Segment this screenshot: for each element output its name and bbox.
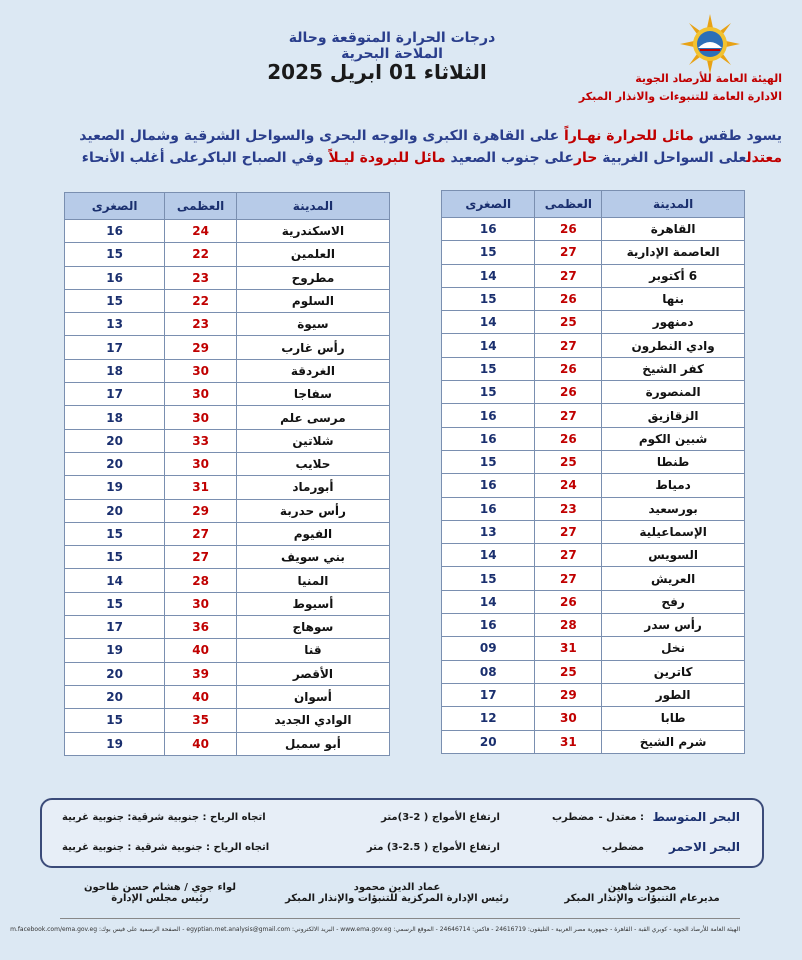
min-temp-cell: 16 [65,266,165,289]
table-row [442,404,745,427]
max-temp-cell: 31 [535,637,602,660]
signature-name: عماد الدين محمود [353,882,441,893]
city-name-cell: الاسكندرية [236,220,389,243]
report-date: الثلاثاء 01 ابريل 2025 [267,60,487,84]
min-temp-cell: 16 [442,404,535,427]
max-temp-cell: 26 [535,218,602,241]
city-name-cell: السلوم [236,289,389,312]
city-name-cell: بني سويف [236,546,389,569]
max-temp-cell: 27 [535,241,602,264]
max-temp-cell: 29 [165,499,237,522]
max-temp-cell: 29 [535,683,602,706]
max-temp-cell: 23 [165,266,237,289]
forecast-text: وفي الصباح الباكرعلى أغلب الأنحاء [81,150,329,166]
max-temp-cell: 40 [165,732,237,755]
max-temp-cell: 29 [165,336,237,359]
city-name-cell: كفر الشيخ [602,357,745,380]
org-name: الهيئة العامة للأرصاد الجوية [635,72,782,85]
column-header-city: المدينة [236,193,389,220]
table-row [442,497,745,520]
city-name-cell: دمنهور [602,311,745,334]
table-row [442,637,745,660]
min-temp-cell: 14 [442,544,535,567]
table-row [442,474,745,497]
table-row [442,357,745,380]
red-sea-label: البحر الاحمر [668,840,740,854]
table-row [65,220,390,243]
table-row [65,406,390,429]
city-name-cell: القاهرة [602,218,745,241]
table-row [442,614,745,637]
city-name-cell: طابا [602,707,745,730]
min-temp-cell: 14 [442,311,535,334]
city-name-cell: الفيوم [236,522,389,545]
forecast-text: على القاهرة الكبرى والوجه البحرى والسواحل الشرقية وشمال الصعيد [79,128,565,144]
max-temp-cell: 30 [535,707,602,730]
min-temp-cell: 15 [65,243,165,266]
min-temp-cell: 14 [442,334,535,357]
city-name-cell: أسيوط [236,592,389,615]
org-department: الادارة العامة للتنبوءات والانذار المبكر [578,90,782,103]
city-name-cell: دمياط [602,474,745,497]
min-temp-cell: 16 [442,474,535,497]
min-temp-cell: 15 [65,709,165,732]
city-name-cell: الزقازيق [602,404,745,427]
ema-logo-icon [678,12,742,76]
max-temp-cell: 27 [535,544,602,567]
signature-1 [542,882,742,904]
max-temp-cell: 30 [165,452,237,475]
table-row [65,476,390,499]
city-name-cell: سفاجا [236,383,389,406]
min-temp-cell: 13 [442,520,535,543]
column-header-city: المدينة [602,191,745,218]
city-name-cell: وادي النطرون [602,334,745,357]
max-temp-cell: 25 [535,311,602,334]
min-temp-cell: 20 [442,730,535,753]
table-row [442,241,745,264]
table-row [442,590,745,613]
table-row [442,427,745,450]
forecast-highlight: حار [573,150,598,166]
mediterranean-wind: اتجاه الرياح : جنوبية شرقية: جنوبية غربية [62,812,266,823]
signature-3 [60,882,260,904]
table-row [65,522,390,545]
max-temp-cell: 26 [535,381,602,404]
table-row [442,381,745,404]
min-temp-cell: 15 [442,287,535,310]
forecast-text: على السواحل الغربية [597,150,747,166]
mediterranean-sea-label: البحر المتوسط [652,810,740,824]
column-header-min: الصغرى [65,193,165,220]
red-sea-waves: ارتفاع الأمواج ( 2.5-3) متر [366,842,500,853]
min-temp-cell: 12 [442,707,535,730]
forecast-line-1 [12,128,782,144]
max-temp-cell: 40 [165,639,237,662]
min-temp-cell: 08 [442,660,535,683]
forecast-highlight: معتدل [746,150,782,166]
table-row [442,567,745,590]
city-name-cell: شرم الشيخ [602,730,745,753]
min-temp-cell: 15 [65,289,165,312]
table-row [442,450,745,473]
signature-title: رئيس الإدارة المركزية للتنبؤات والإنذار المبكر [285,893,509,904]
city-name-cell: سوهاج [236,616,389,639]
min-temp-cell: 17 [65,616,165,639]
city-name-cell: رأس سدر [602,614,745,637]
city-temperature-table-left [64,192,390,756]
table-row [65,383,390,406]
footer-contact: الهيئة العامة للأرصاد الجوية - كوبري القبة - القاهرة - جمهورية مصر العربية - التليفون: 24616719 - فاكس: 24646714 - الموقع الرسمي: www.ema.gov.eg - البريد الالكتروني: egyptian.met.analysis@gmail.com - الصفحة الرسمية على فيس بوك: m.facebook.com/ema.gov.eg [10,926,740,933]
forecast-text: يسود طقس [693,128,782,144]
column-header-max: العظمى [535,191,602,218]
min-temp-cell: 16 [442,218,535,241]
city-name-cell: رأس حدربة [236,499,389,522]
min-temp-cell: 16 [65,220,165,243]
table-row [65,266,390,289]
min-temp-cell: 19 [65,732,165,755]
city-name-cell: بورسعيد [602,497,745,520]
min-temp-cell: 15 [442,567,535,590]
table-row [442,683,745,706]
max-temp-cell: 30 [165,592,237,615]
min-temp-cell: 17 [442,683,535,706]
min-temp-cell: 13 [65,313,165,336]
column-header-min: الصغرى [442,191,535,218]
city-name-cell: الطور [602,683,745,706]
max-temp-cell: 27 [535,520,602,543]
forecast-line-2 [12,150,782,166]
table-row [65,709,390,732]
min-temp-cell: 16 [442,614,535,637]
max-temp-cell: 25 [535,660,602,683]
city-name-cell: رفح [602,590,745,613]
city-name-cell: شلاتين [236,429,389,452]
min-temp-cell: 15 [442,381,535,404]
min-temp-cell: 18 [65,359,165,382]
forecast-highlight: مائل للحرارة نهـاراً [564,128,694,144]
city-name-cell: شبين الكوم [602,427,745,450]
table-row [442,287,745,310]
table-row [442,660,745,683]
min-temp-cell: 19 [65,476,165,499]
table-header-row [442,191,745,218]
table-row [65,592,390,615]
city-name-cell: مطروح [236,266,389,289]
forecast-text: على جنوب الصعيد [445,150,574,166]
min-temp-cell: 14 [442,264,535,287]
min-temp-cell: 16 [442,427,535,450]
min-temp-cell: 17 [65,383,165,406]
max-temp-cell: 27 [535,404,602,427]
city-name-cell: السويس [602,544,745,567]
max-temp-cell: 22 [165,243,237,266]
table-row [442,311,745,334]
max-temp-cell: 26 [535,287,602,310]
city-name-cell: كاترين [602,660,745,683]
min-temp-cell: 09 [442,637,535,660]
sea-status-box [40,798,764,868]
report-title: درجات الحرارة المتوقعة وحالة الملاحة البحرية [288,30,496,62]
signature-title: رئيس مجلس الإدارة [111,893,209,904]
table-row [65,616,390,639]
min-temp-cell: 20 [65,685,165,708]
city-name-cell: المنيا [236,569,389,592]
max-temp-cell: 27 [535,334,602,357]
table-row [65,429,390,452]
max-temp-cell: 27 [165,546,237,569]
city-name-cell: العلمين [236,243,389,266]
city-name-cell: المنصورة [602,381,745,404]
city-name-cell: نخل [602,637,745,660]
max-temp-cell: 26 [535,427,602,450]
max-temp-cell: 26 [535,357,602,380]
min-temp-cell: 17 [65,336,165,359]
city-name-cell: قنا [236,639,389,662]
city-name-cell: العريش [602,567,745,590]
table-row [65,289,390,312]
min-temp-cell: 15 [442,241,535,264]
table-row [65,336,390,359]
max-temp-cell: 30 [165,383,237,406]
table-row [65,662,390,685]
table-row [65,639,390,662]
table-row [442,544,745,567]
table-row [65,499,390,522]
forecast-highlight: مائل للبرودة ليـلاً [328,150,446,166]
max-temp-cell: 22 [165,289,237,312]
min-temp-cell: 15 [65,522,165,545]
table-row [442,218,745,241]
city-name-cell: رأس غارب [236,336,389,359]
min-temp-cell: 14 [442,590,535,613]
max-temp-cell: 23 [165,313,237,336]
city-name-cell: أبو سمبل [236,732,389,755]
city-name-cell: العاصمة الإدارية [602,241,745,264]
min-temp-cell: 18 [65,406,165,429]
min-temp-cell: 16 [442,497,535,520]
city-name-cell: الأقصر [236,662,389,685]
table-row [442,264,745,287]
mediterranean-state: مضطرب [551,812,594,823]
city-name-cell: الإسماعيلية [602,520,745,543]
max-temp-cell: 27 [165,522,237,545]
min-temp-cell: 15 [65,592,165,615]
red-sea-state: مضطرب [601,842,644,853]
min-temp-cell: 15 [442,450,535,473]
table-row [442,707,745,730]
max-temp-cell: 26 [535,590,602,613]
city-name-cell: أسوان [236,685,389,708]
mediterranean-waves: ارتفاع الأمواج ( 2-3)متر [381,812,500,823]
city-name-cell: الغردقة [236,359,389,382]
signature-2 [282,882,512,904]
column-header-max: العظمى [165,193,237,220]
min-temp-cell: 15 [65,546,165,569]
max-temp-cell: 27 [535,264,602,287]
max-temp-cell: 30 [165,359,237,382]
table-body [442,218,745,754]
table-row [442,334,745,357]
min-temp-cell: 20 [65,452,165,475]
city-name-cell: طنطا [602,450,745,473]
table-row [442,520,745,543]
max-temp-cell: 31 [535,730,602,753]
city-name-cell: سيوة [236,313,389,336]
min-temp-cell: 15 [442,357,535,380]
city-name-cell: الوادي الجديد [236,709,389,732]
min-temp-cell: 20 [65,429,165,452]
city-name-cell: مرسى علم [236,406,389,429]
signature-name: محمود شاهين [607,882,677,893]
table-row [65,452,390,475]
table-row [65,359,390,382]
table-row [442,730,745,753]
min-temp-cell: 20 [65,662,165,685]
city-name-cell: أبورماد [236,476,389,499]
city-name-cell: 6 أكتوبر [602,264,745,287]
table-row [65,732,390,755]
min-temp-cell: 20 [65,499,165,522]
max-temp-cell: 27 [535,567,602,590]
city-name-cell: حلايب [236,452,389,475]
max-temp-cell: 31 [165,476,237,499]
min-temp-cell: 19 [65,639,165,662]
table-row [65,313,390,336]
table-body [65,220,390,756]
max-temp-cell: 28 [165,569,237,592]
signature-name: لواء جوي / هشام حسن طاحون [83,882,237,893]
max-temp-cell: 35 [165,709,237,732]
max-temp-cell: 24 [535,474,602,497]
table-row [65,569,390,592]
red-sea-wind: اتجاه الرياح : جنوبية شرقية : جنوبية غربية [62,842,270,853]
max-temp-cell: 25 [535,450,602,473]
max-temp-cell: 24 [165,220,237,243]
min-temp-cell: 14 [65,569,165,592]
city-temperature-table-right [441,190,745,754]
footer-divider [60,918,740,919]
signature-title: مديرعام التنبؤات والإنذار المبكر [564,893,720,904]
mediterranean-state-label: : معتدل - [598,812,644,823]
max-temp-cell: 28 [535,614,602,637]
max-temp-cell: 36 [165,616,237,639]
max-temp-cell: 39 [165,662,237,685]
table-row [65,546,390,569]
max-temp-cell: 30 [165,406,237,429]
max-temp-cell: 23 [535,497,602,520]
max-temp-cell: 33 [165,429,237,452]
table-row [65,243,390,266]
max-temp-cell: 40 [165,685,237,708]
table-row [65,685,390,708]
city-name-cell: بنها [602,287,745,310]
table-header-row [65,193,390,220]
